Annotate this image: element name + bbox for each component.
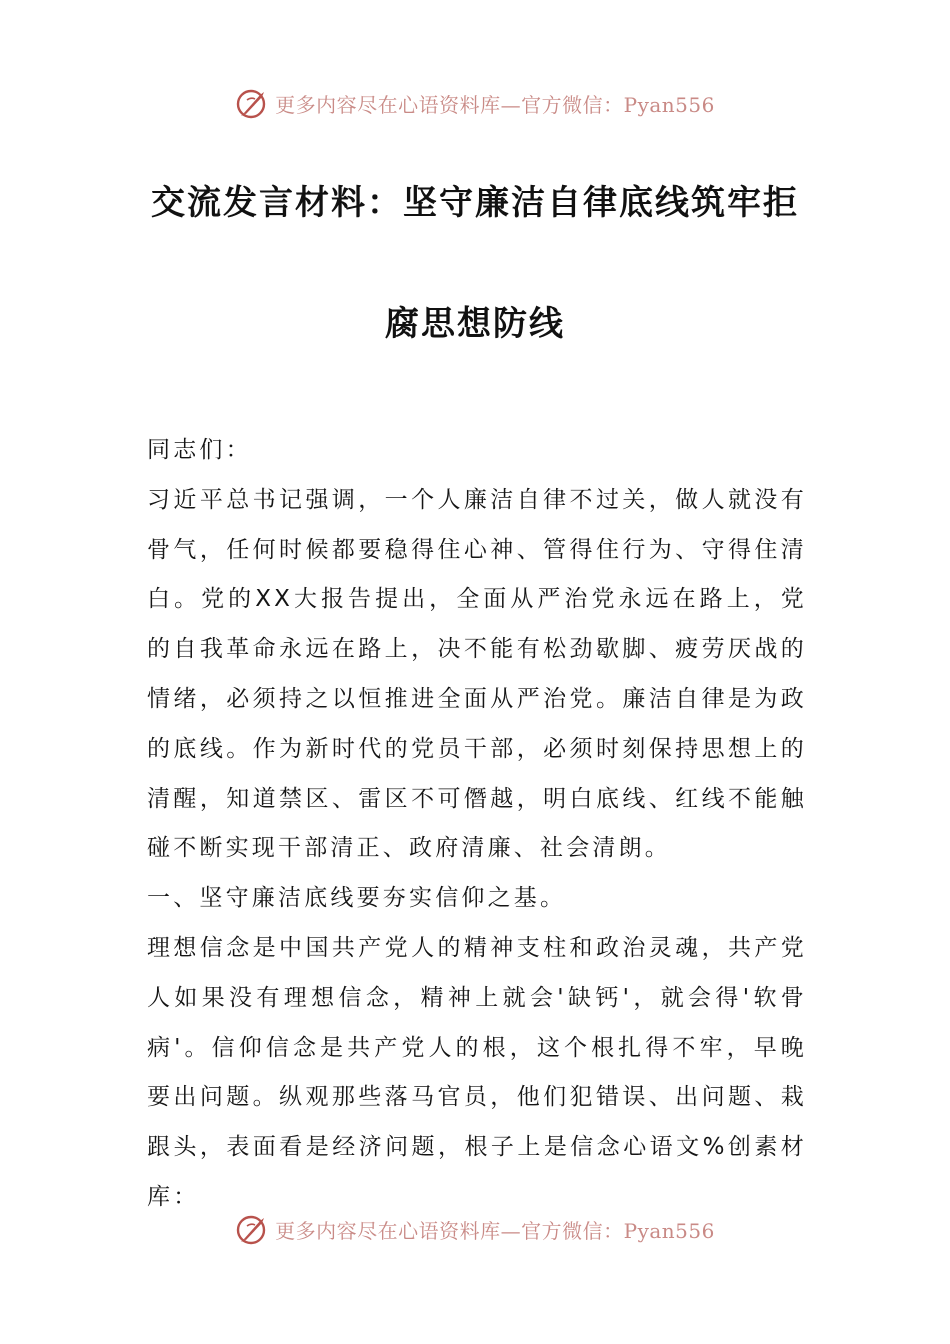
- document-title-line-2: 腐思想防线: [385, 304, 565, 344]
- pen-logo-icon: [235, 1212, 269, 1246]
- section-heading-1: 一、坚守廉洁底线要夯实信仰之基。: [147, 885, 567, 912]
- header-watermark-text: 更多内容尽在心语资料库—官方微信：Pyan556: [275, 92, 715, 117]
- greeting: 同志们：: [147, 437, 252, 463]
- document-title-line-1: 交流发言材料：坚守廉洁自律底线筑牢拒: [151, 183, 799, 223]
- document-body: [147, 426, 807, 1223]
- pen-logo-icon: [235, 86, 269, 120]
- header-watermark-banner: [0, 83, 950, 123]
- footer-watermark-banner: [0, 1209, 950, 1249]
- footer-watermark-text: 更多内容尽在心语资料库—官方微信：Pyan556: [275, 1218, 715, 1243]
- body-paragraph-1: 习近平总书记强调，一个人廉洁自律不过关，做人就没有骨气，任何时候都要稳得住心神、管得住行为、守得住清白。党的XX大报告提出，全面从严治党永远在路上，党的自我革命永远在路上，决不能有松劲歇脚、疲劳厌战的情绪，必须持之以恒推进全面从严治党。廉洁自律是为政的底线。作为新时代的党员干部，必须时刻保持思想上的清醒，知道禁区、雷区不可僭越，明白底线、红线不能触碰不断实现干部清正、政府清廉、社会清朗。: [147, 486, 807, 862]
- body-paragraph-2: 理想信念是中国共产党人的精神支柱和政治灵魂，共产党人如果没有理想信念，精神上就会'缺钙'，就会得'软骨病'。信仰信念是共产党人的根，这个根扎得不牢，早晚要出问题。纵观那些落马官员，他们犯错误、出问题、栽跟头，表面看是经济问题，根子上是信念心语文%创素材库：: [147, 934, 807, 1210]
